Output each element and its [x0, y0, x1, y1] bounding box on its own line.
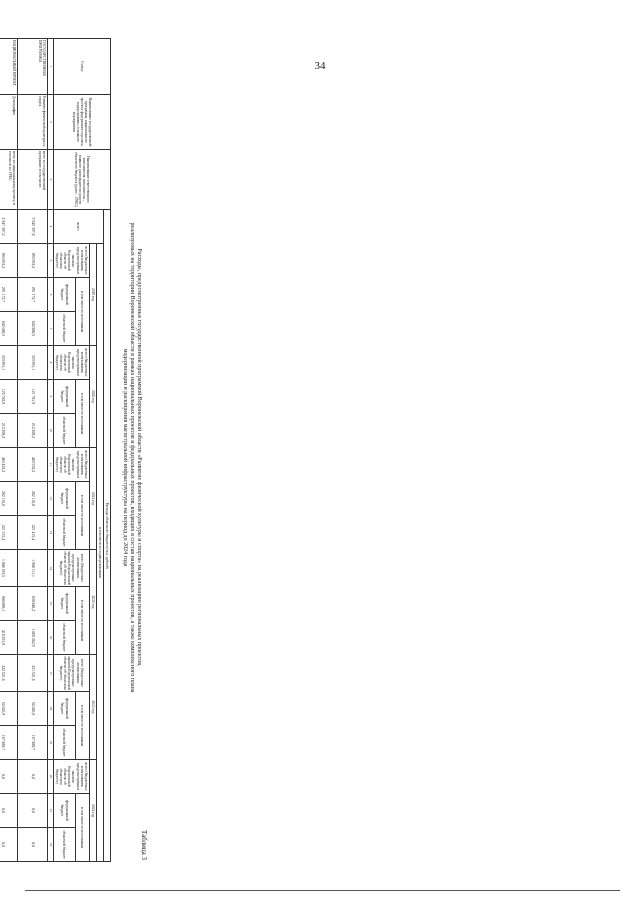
header-year-2023: 2023 год [89, 655, 96, 760]
header-federal: федеральный бюджет [53, 482, 75, 516]
row-value: 54 625,9 [0, 692, 17, 726]
table-label: Таблица 3 [140, 830, 148, 860]
column-number: 10 [47, 414, 53, 448]
title-line: Расходы, предусмотренные государственной программой Воронежской области «Развитие физической культуры и спорта» на реализацию региональных проектов, [136, 248, 142, 667]
page-bottom-rule [25, 890, 620, 891]
header-federal: федеральный бюджет [53, 380, 75, 414]
table-row [0, 39, 17, 862]
column-number: 13 [47, 516, 53, 550]
column-number: 1 [47, 39, 53, 95]
header-program-name: Наименование государственной программы, национального проекта, федерального проекта, подпрограммы, основного мероприятия [53, 95, 110, 150]
column-number: 9 [47, 380, 53, 414]
column-number: 19 [47, 726, 53, 760]
column-number: 15 [47, 587, 53, 621]
row-value: 121 781,9 [17, 380, 47, 414]
header-status: Статус [53, 39, 110, 95]
header-all-sources: всего (бюджетные ассигнования, предусмотренные законом Воронежской области об областном бюджете) [53, 550, 89, 587]
column-number: 12 [47, 482, 53, 516]
row-value: 893 853,2 [0, 244, 17, 278]
row-value: 221 415,4 [17, 516, 47, 550]
header-regional: областной бюджет [53, 414, 75, 448]
header-federal: федеральный бюджет [53, 278, 75, 312]
column-number: 17 [47, 655, 53, 692]
row-value: 333 991,1 [0, 346, 17, 380]
column-number: 8 [47, 346, 53, 380]
row-total: 3 945 397,8 [17, 210, 47, 244]
row-value: 602 680,5 [0, 312, 17, 346]
header-all-sources: всего (бюджетные ассигнования, предусмотренные законом Воронежской области об областном бюджете) [53, 448, 89, 482]
header-including-years: в том числе по годам реализации [96, 244, 103, 862]
row-name: Демография [0, 95, 17, 150]
row-value: 262 116,8 [17, 482, 47, 516]
column-number: 5 [47, 244, 53, 278]
row-value: 0,0 [17, 794, 47, 828]
row-executor: всего по государственной программе, в том числе: [17, 150, 47, 210]
header-regional: областной бюджет [53, 726, 75, 760]
header-executor: Наименование ответственного исполнителя, исполнителя – главного распорядителя средств областного бюджета (далее – ГРБС) [53, 150, 110, 210]
header-federal: федеральный бюджет [53, 692, 75, 726]
rotated-page [0, 35, 148, 880]
header-incl-sources: в том числе по источникам [75, 278, 89, 346]
column-number: 2 [47, 95, 53, 150]
row-executor: всего по национальному проекту, в том числе по ГРБС: [0, 150, 17, 210]
expenses-table [0, 38, 111, 862]
row-value: 0,0 [17, 760, 47, 794]
header-all-sources: всего (бюджетные ассигнования, предусмотренные законом Воронежской области об областном бюджете) [53, 655, 89, 692]
header-year-2020: 2020 год [89, 346, 96, 448]
row-name: Развитие физической культуры и спорта [17, 95, 47, 150]
header-year-2024: 2024 год [89, 760, 96, 862]
row-value: 291 172,7 [0, 278, 17, 312]
page-number: 34 [314, 60, 326, 72]
header-incl-sources: в том числе по источникам [75, 794, 89, 862]
row-value: 221 521,6 [17, 655, 47, 692]
row-value: 602 880,5 [17, 312, 47, 346]
row-value: 212 209,2 [0, 414, 17, 448]
header-federal: федеральный бюджет [53, 794, 75, 828]
header-regional: областной бюджет [53, 312, 75, 346]
row-value: 893 953,2 [17, 244, 47, 278]
column-number: 14 [47, 550, 53, 587]
column-number: 11 [47, 448, 53, 482]
row-value: 222 521,6 [0, 655, 17, 692]
column-numbers-row [47, 39, 53, 862]
header-year-2019: 2019 год [89, 244, 96, 346]
header-all-sources: всего (бюджетные ассигнования, предусмотренные законом Воронежской области об областном бюджете) [53, 244, 89, 278]
header-all-sources: всего (бюджетные ассигнования, предусмотренные законом Воронежской области об областном бюджете) [53, 346, 89, 380]
document-title [121, 35, 142, 880]
table-row [17, 39, 47, 862]
row-status: НАЦИОНАЛЬНЫЙ ПРОЕКТ [0, 39, 17, 95]
row-value: 167 889,7 [17, 726, 47, 760]
row-value: 900 889,1 [0, 587, 17, 621]
header-all-sources: всего (бюджетные ассигнования, предусмотренные законом Воронежской области об областном бюджете) [53, 760, 89, 794]
column-number: 22 [47, 828, 53, 862]
row-value: 1 908 111,1 [17, 550, 47, 587]
header-total: всего [53, 210, 103, 244]
column-number: 6 [47, 278, 53, 312]
row-value: 838 848,2 [17, 587, 47, 621]
header-regional: областной бюджет [53, 828, 75, 862]
row-value: 483 532,2 [17, 448, 47, 482]
header-regional: областной бюджет [53, 516, 75, 550]
row-value: 291 172,7 [17, 278, 47, 312]
row-value: 212 209,2 [17, 414, 47, 448]
row-value: 0,0 [0, 760, 17, 794]
title-line: модернизации и расширения магистральной инфраструктуры на период до 2024 года [122, 348, 128, 567]
row-value: 0,0 [0, 828, 17, 862]
header-federal: федеральный бюджет [53, 587, 75, 621]
row-value: 54 626,9 [17, 692, 47, 726]
column-number: 4 [47, 210, 53, 244]
header-incl-sources: в том числе по источникам [75, 380, 89, 448]
column-number: 16 [47, 621, 53, 655]
row-value: 1 069 262,9 [17, 621, 47, 655]
row-value: 418 291,9 [0, 621, 17, 655]
row-value: 483 432,2 [0, 448, 17, 482]
column-number: 18 [47, 692, 53, 726]
row-value: 125 782,9 [0, 380, 17, 414]
title-line: реализуемых на территории Воронежской области в рамках национальных проектов и федеральных проектов, входящих в состав национальных проектов, а также комплексного плана [129, 222, 135, 693]
column-number: 7 [47, 312, 53, 346]
row-value: 0,0 [17, 828, 47, 862]
row-value: 221 315,4 [0, 516, 17, 550]
row-status: ГОСУДАРСТВЕННАЯ ПРОГРАММА [17, 39, 47, 95]
header-regional: областной бюджет [53, 621, 75, 655]
row-total: 2 947 397,2 [0, 210, 17, 244]
row-value: 333 991,1 [17, 346, 47, 380]
header-expenses: Расходы областного бюджета (тыс. рублей) [103, 210, 110, 862]
header-year-2022: 2022 год [89, 550, 96, 655]
row-value: 262 116,8 [0, 482, 17, 516]
header-incl-sources: в том числе по источникам [75, 587, 89, 655]
row-value: 1 008 193,5 [0, 550, 17, 587]
column-number: 20 [47, 760, 53, 794]
header-incl-sources: в том числе по источникам [75, 692, 89, 760]
column-number: 21 [47, 794, 53, 828]
row-value: 0,0 [0, 794, 17, 828]
row-value: 167 889,7 [0, 726, 17, 760]
column-number: 3 [47, 150, 53, 210]
table-body [0, 39, 47, 862]
header-year-2021: 2021 год [89, 448, 96, 550]
header-incl-sources: в том числе по источникам [75, 482, 89, 550]
